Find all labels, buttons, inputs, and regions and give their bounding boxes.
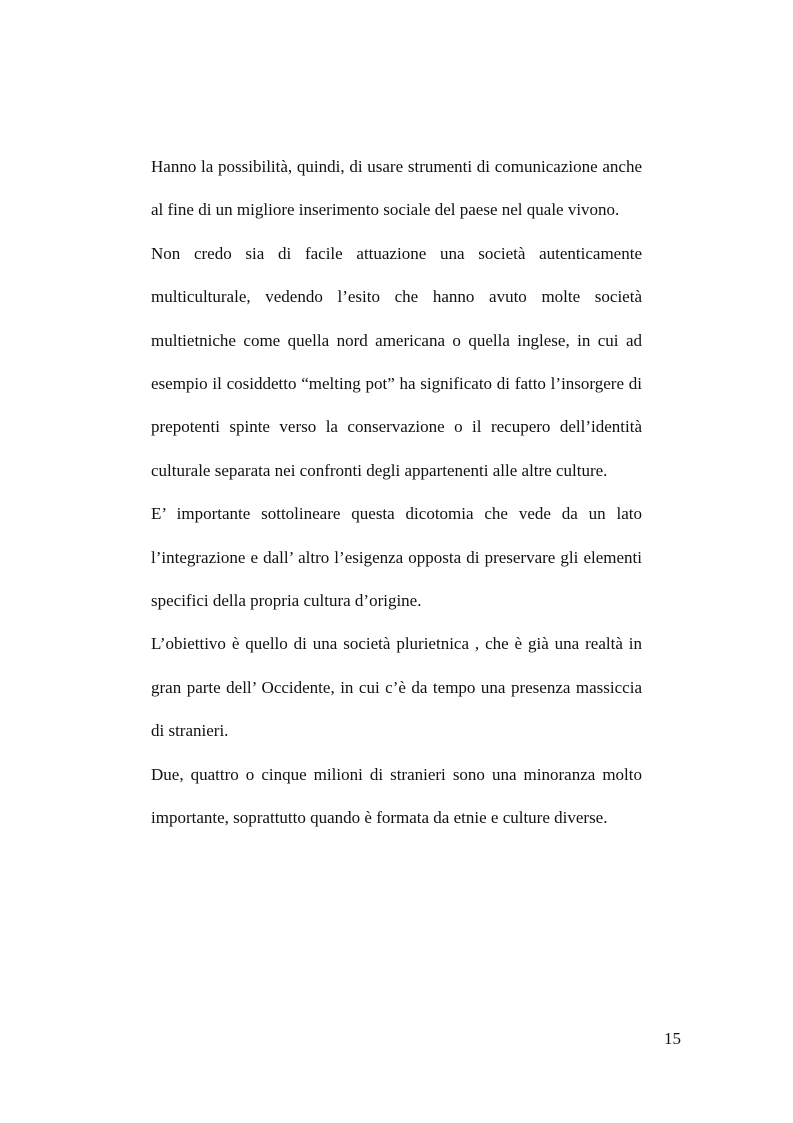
paragraph: Non credo sia di facile attuazione una società autenticamente multiculturale, vedendo l’esito che hanno avuto molte società multietniche come quella nord americana o quella inglese, in cui ad esempio il cosiddetto “melting pot” ha significato di fatto l’insorgere di prepotenti spinte verso la conservazione o il recupero dell’identità culturale separata nei confronti degli appartenenti alle altre culture. bbox=[151, 243, 642, 480]
body-text bbox=[151, 145, 642, 840]
paragraph: L’obiettivo è quello di una società plurietnica , che è già una realtà in gran parte dell’ Occidente, in cui c’è da tempo una presenza massiccia di stranieri. bbox=[151, 634, 642, 741]
paragraph: Hanno la possibilità, quindi, di usare strumenti di comunicazione anche al fine di un migliore inserimento sociale del paese nel quale vivono. bbox=[151, 157, 642, 220]
paragraph: E’ importante sottolineare questa dicotomia che vede da un lato l’integrazione e dall’ altro l’esigenza opposta di preservare gli elementi specifici della propria cultura d’origine. bbox=[151, 504, 642, 611]
page-number: 15 bbox=[664, 1029, 681, 1048]
paragraph: Due, quattro o cinque milioni di stranieri sono una minoranza molto importante, soprattutto quando è formata da etnie e culture diverse. bbox=[151, 764, 642, 828]
